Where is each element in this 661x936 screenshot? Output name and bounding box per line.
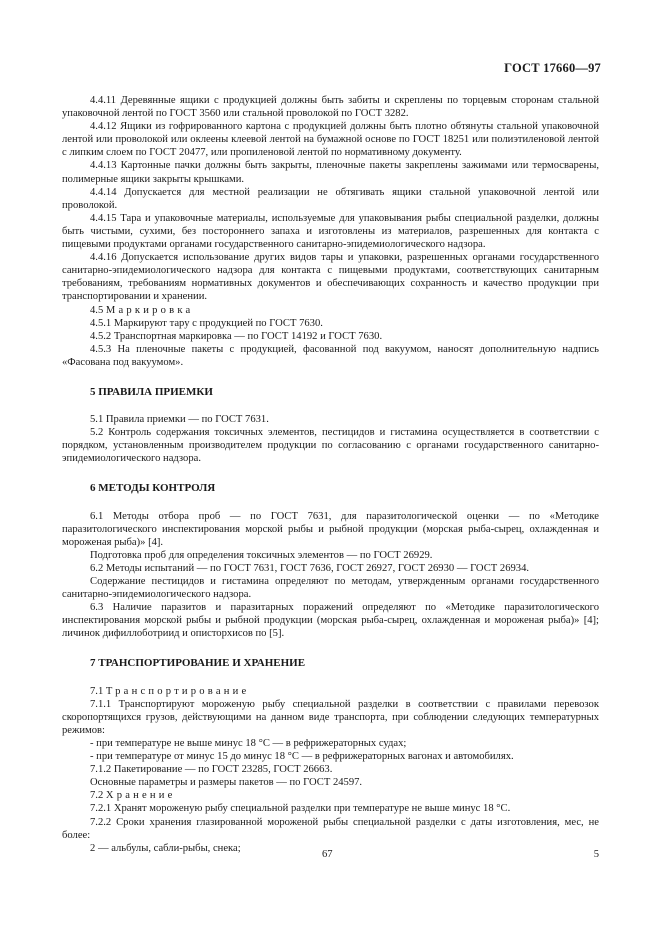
paragraph-7-1-1: 7.1.1 Транспортируют мороженую рыбу специальной разделки в соответствии с правилами перевозок скоропортящихся грузов, действующими на данном виде транспорта, при соблюдении следующих температурных режимов: xyxy=(62,698,599,736)
marking-heading-text: Маркировка xyxy=(105,304,194,316)
paragraph-6-3: 6.3 Наличие паразитов и паразитарных поражений определяют по «Методике паразитологического инспектирования морской рыбы и рыбной продукции (морская рыба-сырец, охлажденная и мороженая рыба)» [4]; личинок дифиллоботриид и описторхисов по [5]. xyxy=(62,602,599,640)
paragraph-4-5-1: 4.5.1 Маркируют тару с продукцией по ГОСТ 7630. xyxy=(90,317,323,329)
storage-heading xyxy=(62,789,599,802)
paragraph-4-4-15: 4.4.15 Тара и упаковочные материалы, используемые для упаковывания рыбы специальной разделки, должны быть чистыми, сухими, без постороннего запаха и изготовлены из материалов, разрешенных для контакта с пищевыми продуктами органами государственного санитарно-эпидемиологического надзора. xyxy=(62,212,599,251)
list-item: - при температуре не выше минус 18 °С — в рефрижераторных судах; xyxy=(90,737,407,749)
paragraph-7-1-2: 7.1.2 Пакетирование — по ГОСТ 23285, ГОСТ 26663. xyxy=(90,764,333,776)
marking-heading-num: 4.5 xyxy=(90,304,104,316)
list-item: 2 — альбулы, сабли-рыбы, снека; xyxy=(90,842,241,854)
transport-heading-text: Транспортирование xyxy=(105,685,250,697)
transport-heading-num: 7.1 xyxy=(90,685,104,697)
sheet-number: 5 xyxy=(593,849,599,860)
storage-heading-text: Хранение xyxy=(105,790,176,802)
spacer xyxy=(62,399,599,413)
section-6-title: 6 МЕТОДЫ КОНТРОЛЯ xyxy=(90,482,216,495)
paragraph-6-2-b: Содержание пестицидов и гистамина определяют по методам, утвержденным органами государственного санитарно-эпидемиологического надзора. xyxy=(62,576,599,601)
marking-heading xyxy=(62,304,599,317)
paragraph-4-4-13: 4.4.13 Картонные пачки должны быть закрыты, пленочные пакеты закреплены зажимами или термосварены, полимерные ящики закрыты крышками. xyxy=(62,160,599,185)
standard-designation: ГОСТ 17660—97 xyxy=(504,61,601,75)
paragraph-4-4-16: 4.4.16 Допускается использование других видов тары и упаковки, разрешенных органами государственного санитарно-эпидемиологического надзора для контакта с пищевыми продуктами, соответствующих санитарным требованиям, требованиям нормативных документов и обеспечивающих сохранность и качество продукции при транспортировании и хранении. xyxy=(62,252,599,303)
section-5-title: 5 ПРАВИЛА ПРИЕМКИ xyxy=(90,385,213,398)
paragraph-4-4-14: 4.4.14 Допускается для местной реализации не обтягивать ящики стальной упаковочной лентой или проволокой. xyxy=(62,186,599,211)
paragraph-7-2-2: 7.2.2 Сроки хранения глазированной мороженой рыбы специальной разделки с даты изготовления, мес, не более: xyxy=(62,816,599,841)
paragraph-4-5-2: 4.5.2 Транспортная маркировка — по ГОСТ 14192 и ГОСТ 7630. xyxy=(90,330,383,342)
spacer xyxy=(62,465,599,482)
transport-heading xyxy=(62,685,599,698)
document-body xyxy=(62,94,599,855)
spacer xyxy=(62,496,599,510)
paragraph-6-2: 6.2 Методы испытаний — по ГОСТ 7631, ГОСТ 7636, ГОСТ 26927, ГОСТ 26930 — ГОСТ 26934. xyxy=(90,562,530,574)
spacer xyxy=(62,640,599,657)
paragraph-7-1-2-b: Основные параметры и размеры пакетов — по ГОСТ 24597. xyxy=(90,777,363,789)
section-7-title: 7 ТРАНСПОРТИРОВАНИЕ И ХРАНЕНИЕ xyxy=(90,657,306,670)
storage-heading-num: 7.2 xyxy=(90,790,104,802)
paragraph-5-1: 5.1 Правила приемки — по ГОСТ 7631. xyxy=(90,414,269,426)
paragraph-6-1: 6.1 Методы отбора проб — по ГОСТ 7631, для паразитологической оценки — по «Методике паразитологического инспектирования морской рыбы и рыбной продукции (морская рыба-сырец, охлажденная и мороженая рыба)» [4]. xyxy=(62,510,599,548)
paragraph-4-4-12: 4.4.12 Ящики из гофрированного картона с продукцией должны быть плотно обтянуты стальной упаковочной лентой или проволокой или оклеены клеевой лентой на бумажной основе по ГОСТ 18251 или полиэтиленовой лентой с липким слоем по ГОСТ 20477, или пропиленовой лентой по нормативному документу. xyxy=(62,121,599,159)
list-item: - при температуре от минус 15 до минус 18 °С — в рефрижераторных вагонах и автомобилях. xyxy=(90,751,514,763)
spacer xyxy=(62,369,599,386)
paragraph-7-2-1: 7.2.1 Хранят мороженую рыбу специальной разделки при температуре не выше минус 18 °С. xyxy=(90,803,511,815)
paragraph-5-2: 5.2 Контроль содержания токсичных элементов, пестицидов и гистамина осуществляется в соответствии с порядком, установленным производителем продукции по согласованию с органами государственного санитарно-эпидемиологического надзора. xyxy=(62,427,599,465)
paragraph-4-4-11: 4.4.11 Деревянные ящики с продукцией должны быть забиты и скреплены по торцевым сторонам стальной упаковочной лентой по ГОСТ 3560 или стальной проволокой по ГОСТ 3282. xyxy=(62,95,599,120)
paragraph-6-1-b: Подготовка проб для определения токсичных элементов — по ГОСТ 26929. xyxy=(90,549,433,561)
spacer xyxy=(62,671,599,685)
page-number: 67 xyxy=(322,849,333,860)
paragraph-4-5-3: 4.5.3 На пленочные пакеты с продукцией, фасованной под вакуумом, наносят дополнительную надпись «Фасована под вакуумом». xyxy=(62,343,599,368)
